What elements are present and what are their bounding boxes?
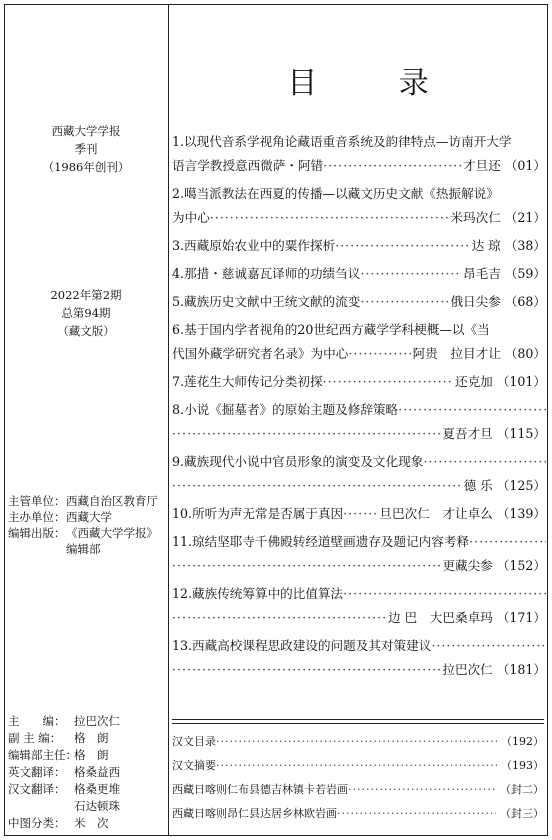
issue-info bbox=[4, 286, 168, 340]
toc-author: 才旦还 bbox=[463, 158, 501, 173]
toc-title-text: 6.基于国内学者视角的20世纪西方藏学学科梗概—以《当 bbox=[172, 322, 490, 337]
toc-title-text: 11.琼结坚耶寺千佛殿转经道壁画遗存及题记内容考释 bbox=[172, 534, 470, 549]
staff-row bbox=[8, 730, 120, 747]
toc-title-text: 13.西藏高校课程思政建设的问题及其对策建议 bbox=[172, 638, 432, 653]
staff-value: 拉巴次仁 bbox=[74, 714, 120, 728]
toc-entry[interactable] bbox=[172, 262, 546, 286]
sponsor-value: 西藏自治区教育厅 bbox=[66, 494, 158, 508]
toc-page-number: （101） bbox=[496, 374, 546, 389]
sponsor-key: 主管单位： bbox=[8, 494, 66, 508]
toc-author: 还克加 bbox=[454, 374, 493, 389]
extras-divider bbox=[172, 719, 544, 720]
leader-dots bbox=[431, 634, 546, 658]
toc-author: 米玛次仁 bbox=[450, 210, 501, 225]
extras-item[interactable] bbox=[172, 802, 544, 826]
extras-label: 汉文目录 bbox=[172, 735, 216, 748]
toc-page-number: （181） bbox=[496, 662, 546, 677]
toc-entry[interactable] bbox=[172, 290, 546, 314]
toc-entry[interactable] bbox=[172, 450, 546, 498]
leader-dots bbox=[335, 234, 469, 258]
toc-author: 达 琼 bbox=[471, 238, 501, 253]
toc-author: 德 乐 bbox=[463, 478, 493, 493]
toc-title-text: 2.噶当派教法在西夏的传播—以藏文历史文献《热振解说》 bbox=[172, 186, 499, 201]
toc-line bbox=[172, 262, 546, 286]
leader-dots bbox=[343, 582, 546, 606]
extras-divider-secondary bbox=[172, 723, 544, 724]
left-column bbox=[4, 4, 168, 836]
staff-row bbox=[8, 764, 120, 781]
journal-name: 西藏大学学报 bbox=[51, 124, 121, 138]
leader-dots bbox=[360, 262, 461, 286]
toc-line bbox=[172, 554, 546, 578]
journal-frequency: 季刊 bbox=[74, 142, 98, 156]
toc-title-text: 4.那措・慈诚嘉瓦译师的功绩刍议 bbox=[172, 266, 361, 281]
leader-dots bbox=[216, 754, 497, 778]
sponsor-key: 编辑出版： bbox=[8, 526, 66, 540]
leader-dots bbox=[360, 290, 448, 314]
extras-page-number: （193） bbox=[501, 759, 544, 772]
toc-page-number: （139） bbox=[496, 506, 546, 521]
toc-page-number: （59） bbox=[504, 266, 546, 281]
issue-number: 2022年第2期 bbox=[50, 288, 122, 302]
staff-list bbox=[8, 713, 120, 832]
toc-line bbox=[172, 290, 546, 314]
toc-author: 拉巴次仁 bbox=[442, 662, 493, 677]
toc-title-text: 12.藏族传统筹算中的比值算法 bbox=[172, 586, 344, 601]
toc-author: 俄日尖参 bbox=[450, 294, 501, 309]
leader-dots bbox=[172, 474, 462, 498]
toc-author: 夏吾才旦 bbox=[442, 426, 493, 441]
toc-entry[interactable] bbox=[172, 182, 546, 230]
toc-page-number: （171） bbox=[496, 610, 546, 625]
leader-dots bbox=[337, 802, 496, 826]
leader-dots bbox=[398, 398, 546, 422]
staff-value: 格 朗 bbox=[74, 748, 109, 762]
sponsor-key: 主办单位： bbox=[8, 510, 66, 524]
toc-entry[interactable] bbox=[172, 130, 546, 178]
staff-key: 副 主 编： bbox=[8, 731, 62, 745]
toc-author: 更藏尖参 bbox=[442, 558, 493, 573]
toc-title-text: 语言学教授意西微萨・阿错 bbox=[172, 158, 324, 173]
toc-title-text: 9.藏族现代小说中官员形象的演变及文化现象 bbox=[172, 454, 424, 469]
extras-page-number: （封三） bbox=[500, 807, 544, 820]
classification-value: 米 次 bbox=[74, 816, 109, 830]
toc-line bbox=[172, 634, 546, 658]
sponsor-row bbox=[8, 525, 158, 541]
extras-page-number: （192） bbox=[501, 735, 544, 748]
table-of-contents bbox=[172, 130, 546, 686]
extras-label: 汉文摘要 bbox=[172, 759, 216, 772]
toc-line bbox=[172, 606, 546, 630]
leader-dots bbox=[423, 450, 546, 474]
leader-dots bbox=[343, 502, 377, 526]
leader-dots bbox=[172, 554, 440, 578]
leader-dots bbox=[172, 606, 386, 630]
toc-line bbox=[172, 370, 546, 394]
toc-page-number: （125） bbox=[496, 478, 546, 493]
sponsor-row bbox=[8, 493, 158, 509]
staff-key: 编辑部主任： bbox=[8, 748, 77, 762]
toc-line bbox=[172, 130, 546, 154]
staff-value: 格桑更堆 bbox=[74, 782, 120, 796]
classification-key: 中图分类： bbox=[8, 816, 66, 830]
toc-line bbox=[172, 234, 546, 258]
toc-title-text: 为中心 bbox=[172, 210, 210, 225]
toc-page-number: （152） bbox=[496, 558, 546, 573]
toc-entry[interactable] bbox=[172, 530, 546, 578]
issue-edition: （藏文版） bbox=[57, 324, 115, 338]
toc-page-number: （38） bbox=[504, 238, 546, 253]
leader-dots bbox=[216, 730, 497, 754]
leader-dots bbox=[348, 342, 410, 366]
toc-page-number: （80） bbox=[504, 346, 546, 361]
toc-line bbox=[172, 658, 546, 682]
toc-line bbox=[172, 502, 546, 526]
sponsor-row bbox=[8, 509, 158, 525]
toc-title-text: 8.小说《掘墓者》的原始主题及修辞策略 bbox=[172, 402, 399, 417]
toc-entry[interactable] bbox=[172, 370, 546, 394]
journal-info bbox=[4, 122, 168, 176]
staff-key: 汉文翻译： bbox=[8, 782, 66, 796]
toc-page-number: （21） bbox=[504, 210, 546, 225]
extras-item[interactable] bbox=[172, 754, 544, 778]
toc-line bbox=[172, 582, 546, 606]
extras-item[interactable] bbox=[172, 730, 544, 754]
toc-entry[interactable] bbox=[172, 502, 546, 526]
toc-entry[interactable] bbox=[172, 234, 546, 258]
extras-label: 西藏日喀则仁布县德吉林镇卡若岩画 bbox=[172, 783, 348, 796]
leader-dots bbox=[323, 370, 453, 394]
page-title: 目 录 bbox=[287, 66, 465, 101]
toc-line bbox=[172, 206, 546, 230]
toc-title-text: 7.莲花生大师传记分类初探 bbox=[172, 374, 323, 389]
classification-row bbox=[8, 815, 120, 832]
toc-entry[interactable] bbox=[172, 634, 546, 682]
staff-value: 格 朗 bbox=[74, 731, 109, 745]
leader-dots bbox=[172, 658, 440, 682]
toc-line bbox=[172, 398, 546, 422]
toc-page-number: （115） bbox=[496, 426, 546, 441]
toc-author: 阿贵 拉目才让 bbox=[412, 346, 501, 361]
toc-entry[interactable] bbox=[172, 582, 546, 630]
toc-line bbox=[172, 530, 546, 554]
toc-author: 昂毛吉 bbox=[463, 266, 501, 281]
extras-page-number: （封二） bbox=[500, 783, 544, 796]
sponsor-value: 《西藏大学学报》 bbox=[66, 526, 158, 540]
staff-value: 格桑益西 bbox=[74, 765, 120, 779]
staff-continuation: 石达顿珠 bbox=[74, 799, 120, 813]
leader-dots bbox=[323, 154, 461, 178]
leader-dots bbox=[172, 422, 440, 446]
staff-row bbox=[8, 747, 120, 764]
issue-total: 总第94期 bbox=[61, 306, 111, 320]
toc-page-number: （68） bbox=[504, 294, 546, 309]
staff-row bbox=[8, 781, 120, 798]
toc-line bbox=[172, 474, 546, 498]
sponsor-value: 西藏大学 bbox=[66, 510, 112, 524]
staff-key: 主 编： bbox=[8, 714, 66, 728]
staff-key: 英文翻译： bbox=[8, 765, 66, 779]
toc-page-number: （01） bbox=[504, 158, 546, 173]
extras-item[interactable] bbox=[172, 778, 544, 802]
toc-entry[interactable] bbox=[172, 398, 546, 446]
sponsor-list bbox=[8, 493, 158, 557]
toc-author: 旦巴次仁 才让卓么 bbox=[379, 506, 493, 521]
leader-dots bbox=[469, 530, 546, 554]
column-divider bbox=[168, 4, 169, 836]
toc-title-text: 1.以现代音系学视角论藏语重音系统及韵律特点—访南开大学 bbox=[172, 134, 512, 149]
toc-line bbox=[172, 154, 546, 178]
toc-title-text: 代国外藏学研究者名录》为中心 bbox=[172, 346, 349, 361]
extras-label: 西藏日喀则昂仁县达居乡林欧岩画 bbox=[172, 807, 337, 820]
toc-line bbox=[172, 422, 546, 446]
extras-list bbox=[172, 730, 544, 826]
toc-line bbox=[172, 182, 546, 206]
toc-title-text: 5.藏族历史文献中王统文献的流变 bbox=[172, 294, 361, 309]
toc-title-text: 10.所听为声无常是否属于真因 bbox=[172, 506, 344, 521]
toc-title-text: 3.西藏原始农业中的粟作探析 bbox=[172, 238, 336, 253]
journal-founded: （1986年创刊） bbox=[42, 160, 130, 174]
toc-author: 边 巴 大巴桑卓玛 bbox=[388, 610, 493, 625]
toc-line bbox=[172, 318, 546, 342]
staff-row bbox=[8, 713, 120, 730]
sponsor-continuation: 编辑部 bbox=[66, 542, 101, 556]
leader-dots bbox=[348, 778, 496, 802]
toc-entry[interactable] bbox=[172, 318, 546, 366]
leader-dots bbox=[210, 206, 449, 230]
toc-line bbox=[172, 450, 546, 474]
toc-line bbox=[172, 342, 546, 366]
